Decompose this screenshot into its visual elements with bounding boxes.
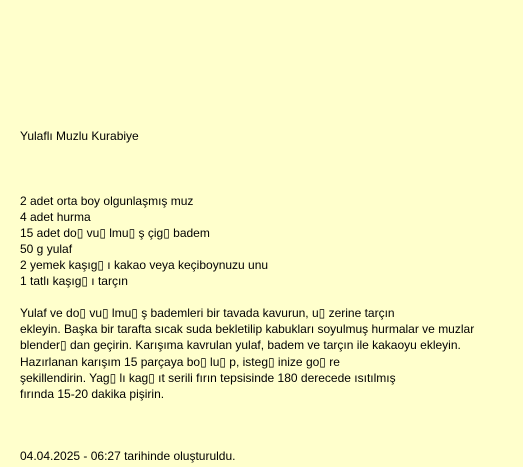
instruction-line: Hazırlanan karışım 15 parçaya bo▯ lu▯ p, isteg▯ inize go▯ re [20, 354, 340, 369]
ingredient-item: 1 tatlı kaşıg▯ ı tarçın [20, 274, 128, 288]
ingredient-list [20, 193, 268, 289]
instruction-line: şekillendirin. Yag▯ lı kag▯ ıt serili fırın tepsisinde 180 derecede ısıtılmış [20, 370, 396, 385]
instruction-line: Yulaf ve do▯ vu▯ lmu▯ ş bademleri bir tavada kavurun, u▯ zerine tarçın [20, 306, 395, 320]
ingredient-item: 2 adet orta boy olgunlaşmış muz [20, 194, 194, 208]
ingredient-item: 4 adet hurma [20, 210, 91, 224]
instructions-paragraph [20, 305, 474, 402]
ingredient-item: 2 yemek kaşıg▯ ı kakao veya keçiboynuzu unu [20, 258, 269, 272]
instruction-line: blender▯ dan geçirin. Karışıma kavrulan yulaf, badem ve tarçın ile kakaoyu ekleyin. [20, 338, 461, 353]
created-timestamp: 04.04.2025 - 06:27 tarihinde oluşturuldu. [20, 449, 236, 463]
instruction-line: fırında 15-20 dakika pişirin. [20, 387, 165, 402]
ingredient-item: 15 adet do▯ vu▯ lmu▯ ş çig▯ badem [20, 226, 210, 240]
instruction-line: ekleyin. Başka bir tarafta sıcak suda bekletilip kabukları soyulmuş hurmalar ve muzlar [20, 322, 475, 337]
recipe-title: Yulaflı Muzlu Kurabiye [20, 129, 139, 143]
ingredient-item: 50 g yulaf [20, 242, 73, 256]
